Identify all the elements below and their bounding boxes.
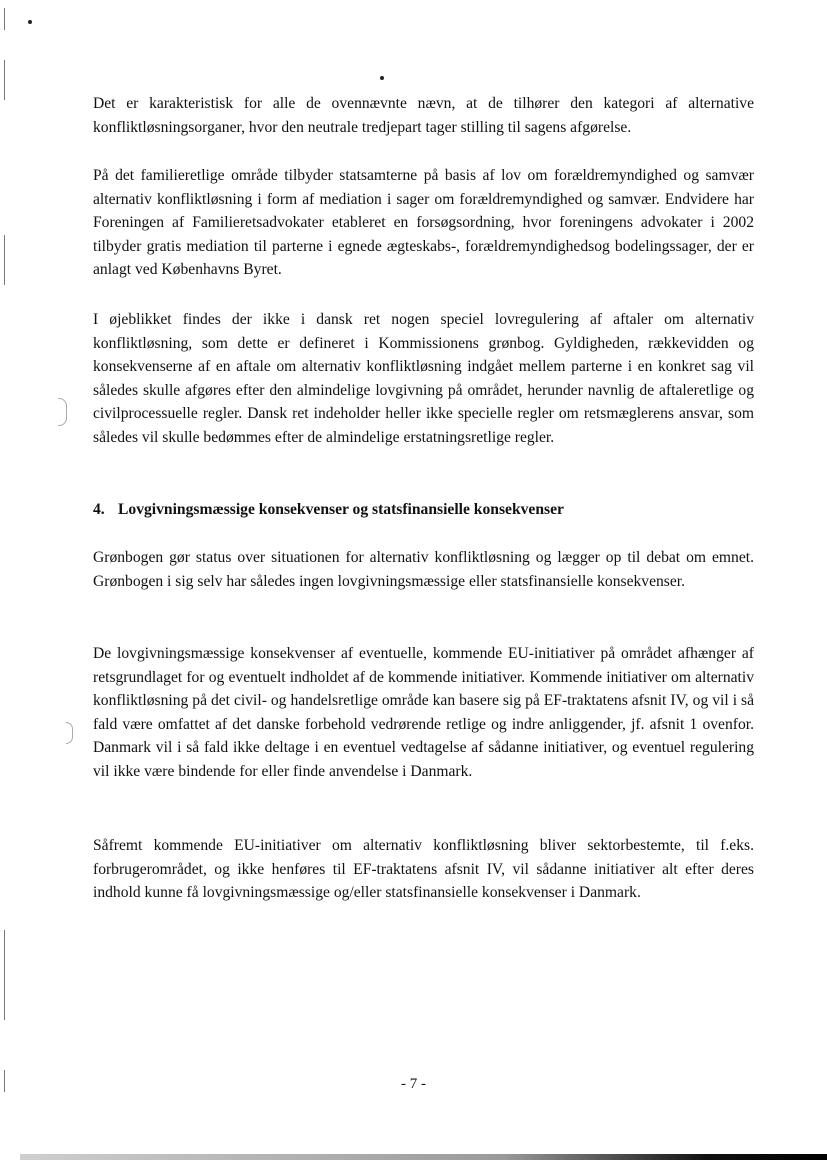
paragraph-intro: Det er karakteristisk for alle de ovennævnte nævn, at de tilhører den kategori af alternative konfliktløsningsorganer, hvor den neutrale tredjepart tager stilling til sagens afgørelse. <box>93 95 754 136</box>
paragraph-green-paper: Grønbogen gør status over situationen for alternativ konfliktløsning og lægger op til debat om emnet. Grønbogen i sig selv har således ingen lovgivningsmæssige eller statsfinansielle konsekvenser. <box>93 549 754 590</box>
section-title: Lovgivningsmæssige konsekvenser og statsfinansielle konsekvenser <box>118 501 564 518</box>
paragraph-sector-specific: Såfremt kommende EU-initiativer om alternativ konfliktløsning bliver sektorbestemte, til f.eks. forbrugerområdet, og ikke henføres til EF-traktatens afsnit IV, vil sådanne initiativer alt efter deres indhold kunne få lovgivningsmæssige og/eller statsfinansielle konsekvenser i Danmark. <box>93 837 754 902</box>
paragraph-family-law: På det familieretlige område tilbyder statsamterne på basis af lov om forældremyndighed og samvær alternativ konfliktløsning i form af mediation i sager om forældremyndighed og samvær. Endvidere har Foreningen af Familieretsadvokater etableret en forsøgsordning, hvor foreningens advokater i 2002 tilbyder gratis mediation til parterne i egnede ægteskabs-, forældremyndighedsog bodelingssager, der er anlagt ved Københavns Byret. <box>93 167 754 279</box>
scan-edge-mark <box>4 235 5 285</box>
section-heading <box>93 498 754 522</box>
section-number: 4. <box>93 501 105 518</box>
page-number: - 7 - <box>401 1076 426 1092</box>
scan-speck <box>28 20 32 24</box>
scan-edge-mark <box>4 8 5 30</box>
scan-edge-mark <box>4 60 5 100</box>
scan-punch-mark <box>66 722 73 744</box>
paragraph-eu-initiatives: De lovgivningsmæssige konsekvenser af eventuelle, kommende EU-initiativer på området afhænger af retsgrundlaget for og eventuelt indholdet af de kommende initiativer. Kommende initiativer om alternativ konfliktløsning på det civil- og handelsretlige område kan basere sig på EF-traktatens afsnit IV, og vil i så fald være omfattet af det danske forbehold vedrørende retlige og indre anliggender, jf. afsnit 1 ovenfor. Danmark vil i så fald ikke deltage i en eventuel vedtagelse af sådanne initiativer, og eventuel regulering vil ikke være bindende for eller finde anvendelse i Danmark. <box>93 645 754 780</box>
scan-speck <box>380 76 384 80</box>
paragraph-danish-law: I øjeblikket findes der ikke i dansk ret nogen speciel lovregulering af aftaler om alternativ konfliktløsning, som dette er defineret i Kommissionens grønbog. Gyldigheden, rækkevidden og konsekvenserne af en aftale om alternativ konfliktløsning indgået mellem parterne i en konkret sag vil således skulle afgøres efter den almindelige lovgivning på området, herunder navnlig de aftaleretlige og civilprocessuelle regler. Dansk ret indeholder heller ikke specielle regler om retsmæglerens ansvar, som således vil skulle bedømmes efter de almindelige erstatningsretlige regler. <box>93 311 754 446</box>
scan-edge-mark <box>4 930 5 1020</box>
scan-bottom-edge <box>20 1154 827 1160</box>
scan-punch-mark <box>58 398 67 426</box>
